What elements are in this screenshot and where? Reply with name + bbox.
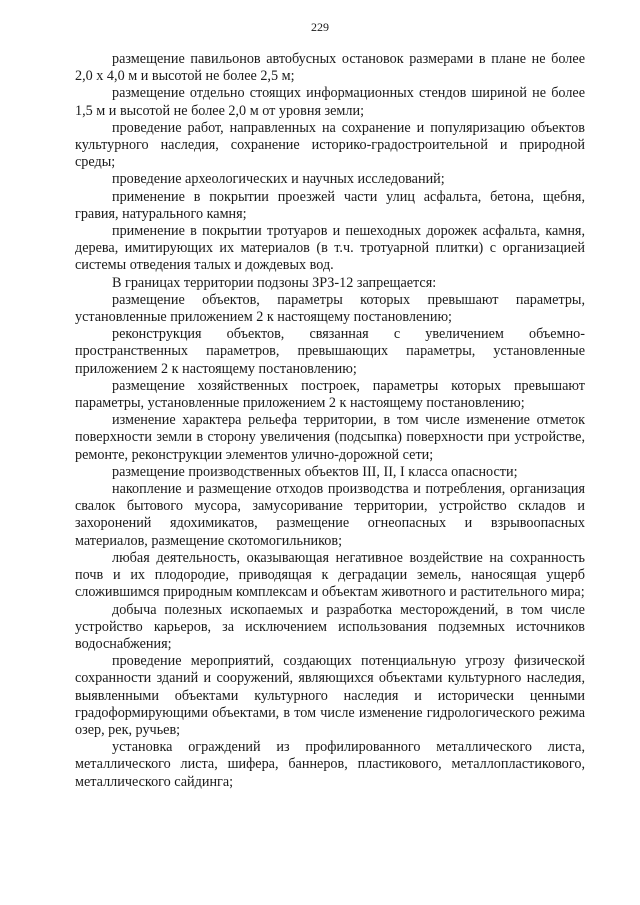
- paragraph-reconstruction: реконструкция объектов, связанная с увеличением объемно-пространственных параметров, превышающих параметры, установленные приложением 2 к настоящему постановлению;: [75, 326, 585, 377]
- page-number: 229: [311, 20, 329, 34]
- paragraph-sidewalk-surfacing: применение в покрытии тротуаров и пешеходных дорожек асфальта, камня, дерева, имитирующих их материалов (в т.ч. тротуарной плитки) с организацией системы отведения талых и дождевых вод.: [75, 223, 585, 274]
- paragraph-bus-stop-pavilions: размещение павильонов автобусных остановок размерами в плане не более 2,0 х 4,0 м и высотой не более 2,5 м;: [75, 51, 585, 85]
- paragraph-waste-storage: накопление и размещение отходов производства и потребления, организация свалок бытового мусора, замусоривание территории, устройство складов и захоронений ядохимикатов, размещение огнеопасных и взрывоопасных материалов, размещение скотомогильников;: [75, 481, 585, 549]
- paragraph-terrain-change: изменение характера рельефа территории, в том числе изменение отметок поверхности земли в сторону увеличения (подсыпка) поверхности при устройстве, ремонте, реконструкции элементов улично-дорожной сети;: [75, 412, 585, 463]
- paragraph-industrial-objects: размещение производственных объектов III, II, I класса опасности;: [112, 463, 518, 480]
- paragraph-prohibited-heading: В границах территории подзоны ЗРЗ-12 запрещается:: [112, 274, 437, 291]
- paragraph-soil-damage: любая деятельность, оказывающая негативное воздействие на сохранность почв и их плодородие, приводящая к деградации земель, наносящая ущерб сложившимся природным комплексам и объектам животного и растительного мира;: [75, 549, 585, 601]
- paragraph-heritage-threats: проведение мероприятий, создающих потенциальную угрозу физической сохранности зданий и сооружений, являющихся объектами культурного наследия, выявленными объектами культурного наследия и исторически ценными градоформирующими объектами, в том числе изменение гидрологического режима озер, рек, ручьев;: [75, 653, 585, 738]
- paragraph-object-parameters: размещение объектов, параметры которых превышают параметры, установленные приложением 2 к настоящему постановлению;: [75, 291, 585, 326]
- document-body: [75, 51, 585, 791]
- paragraph-archaeological-research: проведение археологических и научных исследований;: [112, 171, 445, 188]
- paragraph-mining: добыча полезных ископаемых и разработка месторождений, в том числе устройство карьеров, за исключением использования подземных источников водоснабжения;: [75, 601, 585, 652]
- paragraph-outbuildings: размещение хозяйственных построек, параметры которых превышают параметры, установленные приложением 2 к настоящему постановлению;: [75, 377, 585, 412]
- paragraph-information-stands: размещение отдельно стоящих информационных стендов шириной не более 1,5 м и высотой не более 2,0 м от уровня земли;: [75, 85, 585, 119]
- paragraph-heritage-works: проведение работ, направленных на сохранение и популяризацию объектов культурного наследия, сохранение историко-градостроительной и природной среды;: [75, 119, 585, 171]
- paragraph-roadway-surfacing: применение в покрытии проезжей части улиц асфальта, бетона, щебня, гравия, натурального камня;: [75, 188, 585, 222]
- paragraph-fencing: установка ограждений из профилированного металлического листа, металлического листа, шифера, баннеров, пластикового, металлопластикового, металлического сайдинга;: [75, 739, 585, 790]
